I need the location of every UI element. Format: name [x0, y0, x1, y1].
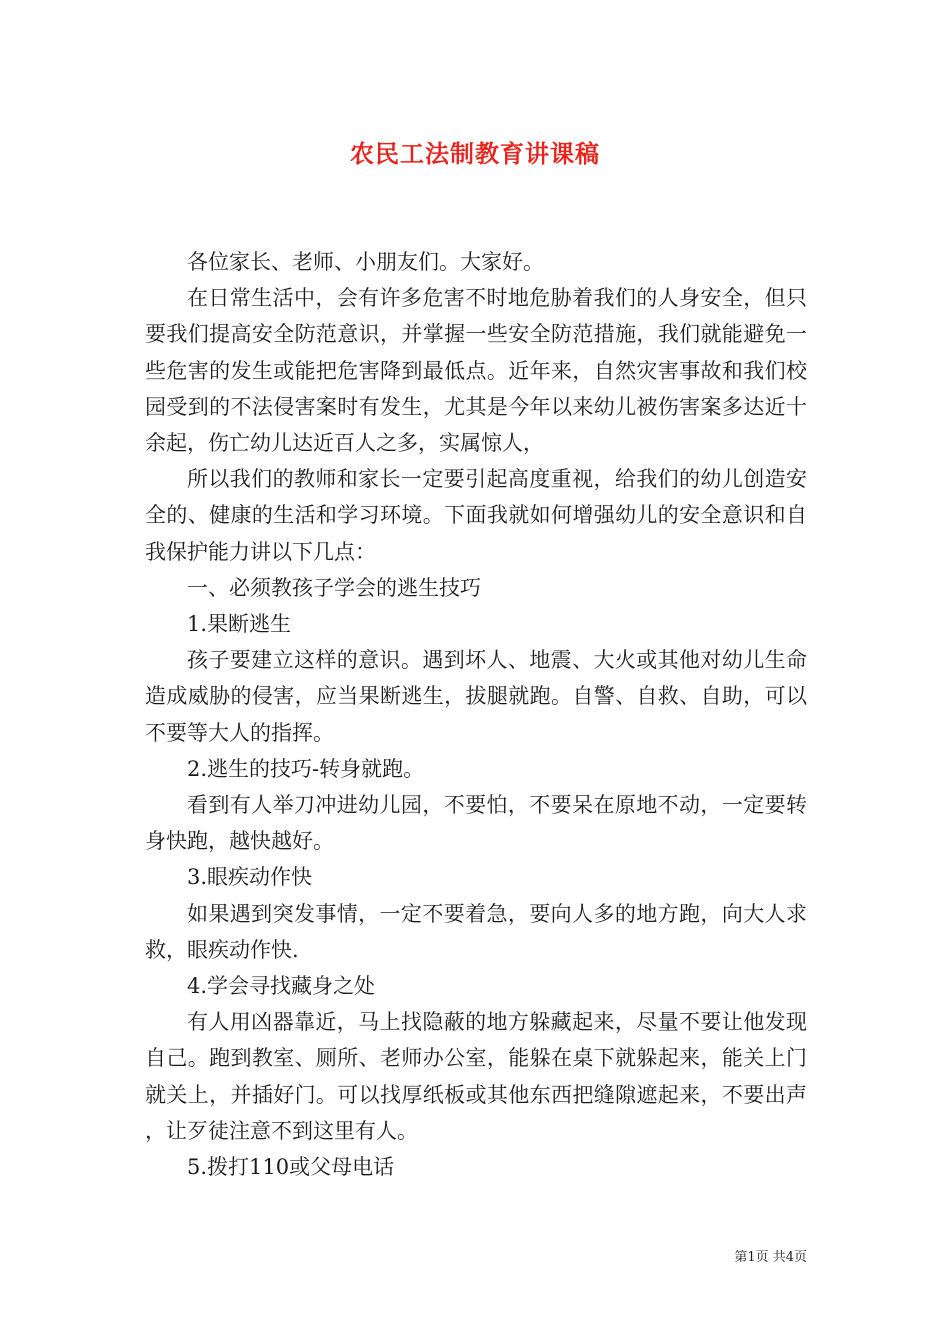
page-title: 农民工法制教育讲课稿 [350, 139, 600, 168]
subheading-1: 1.果断逃生 [187, 612, 292, 637]
subheading-3: 3.眼疾动作快 [187, 865, 313, 890]
page-number-footer: 第1页 共4页 [734, 1250, 807, 1265]
paragraph-greeting: 各位家长、老师、小朋友们。大家好。 [187, 250, 544, 274]
paragraph-3: 如果遇到突发事情，一定不要着急，要向人多的地方跑，向大人求救，眼疾动作快. [145, 901, 807, 962]
paragraph-4: 有人用凶器靠近，马上找隐蔽的地方躲藏起来，尽量不要让他发现自己。跑到教室、厕所、老师办公室，能躲在桌下就躲起来，能关上门就关上，并插好门。可以找厚纸板或其他东西把缝隙遮起来，不要出声，让歹徒注意不到这里有人。 [145, 1010, 807, 1143]
paragraph-2: 看到有人举刀冲进幼儿园，不要怕，不要呆在原地不动，一定要转身快跑，越快越好。 [145, 793, 807, 854]
subheading-4: 4.学会寻找藏身之处 [187, 974, 376, 999]
paragraph-attention: 所以我们的教师和家长一定要引起高度重视，给我们的幼儿创造安全的、健康的生活和学习环境。下面我就如何增强幼儿的安全意识和自我保护能力讲以下几点： [145, 467, 807, 564]
subheading-2: 2.逃生的技巧-转身就跑。 [187, 756, 425, 781]
subheading-5: 5.拨打110或父母电话 [187, 1155, 395, 1180]
document-body [145, 244, 807, 1185]
paragraph-intro: 在日常生活中，会有许多危害不时地危胁着我们的人身安全，但只要我们提高安全防范意识，并掌握一些安全防范措施，我们就能避免一些危害的发生或能把危害降到最低点。近年来，自然灾害事故和我们校园受到的不法侵害案时有发生，尤其是今年以来幼儿被伤害案多达近十余起，伤亡幼儿达近百人之多，实属惊人， [145, 286, 807, 456]
section-heading-escape-skills: 一、必须教孩子学会的逃生技巧 [187, 575, 481, 600]
paragraph-1: 孩子要建立这样的意识。遇到坏人、地震、大火或其他对幼儿生命造成威胁的侵害，应当果断逃生，拔腿就跑。自警、自救、自助，可以不要等大人的指挥。 [145, 648, 807, 745]
